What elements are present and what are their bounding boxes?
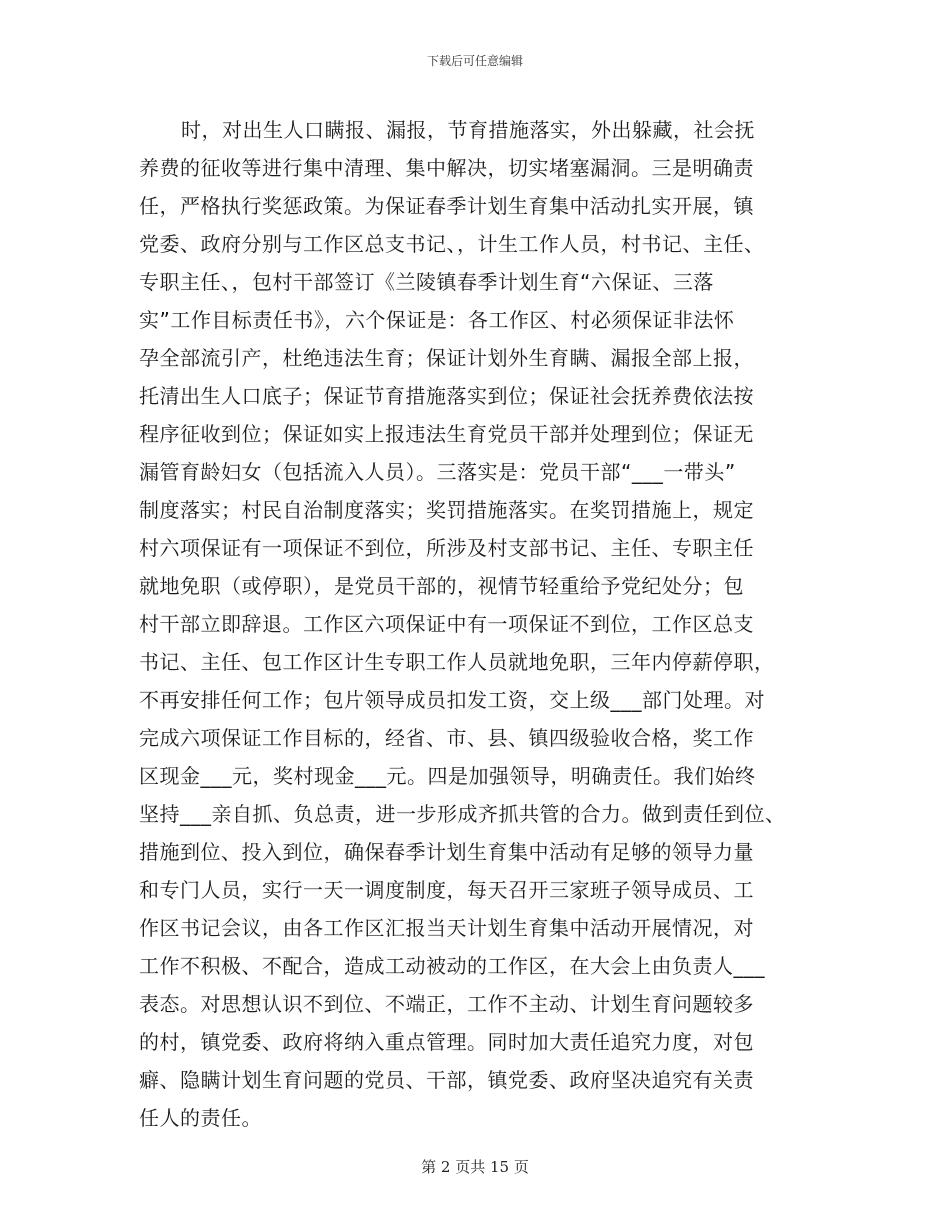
body-line: 任人的责任。 <box>139 1106 262 1130</box>
body-line: 养费的征收等进行集中清理、集中解决，切实堵塞漏洞。三是明确责 <box>139 156 754 180</box>
body-line: 区现金___元，奖村现金___元。四是加强领导，明确责任。我们始终 <box>139 764 756 788</box>
body-line: 时，对出生人口瞒报、漏报，节育措施落实，外出躲藏，社会抚 <box>181 118 755 142</box>
body-line: 实”工作目标责任书》，六个保证是：各工作区、村必须保证非法怀 <box>139 308 735 332</box>
page-header: 下载后可任意编辑 <box>426 54 523 68</box>
body-line: 托清出生人口底子；保证节育措施落实到位；保证社会抚养费依法按 <box>139 384 754 408</box>
body-line: 和专门人员，实行一天一调度制度，每天召开三家班子领导成员、工 <box>139 878 754 902</box>
document-body <box>139 111 829 1137</box>
body-line: 党委、政府分别与工作区总支书记、，计生工作人员，村书记、主任、 <box>139 232 765 256</box>
body-line: 工作不积极、不配合，造成工动被动的工作区，在大会上由负责人___ <box>139 954 765 978</box>
body-line: 村干部立即辞退。工作区六项保证中有一项保证不到位，工作区总支 <box>139 612 754 636</box>
body-line: 的村，镇党委、政府将纳入重点管理。同时加大责任追究力度，对包 <box>139 1030 754 1054</box>
body-line: 表态。对思想认识不到位、不端正，工作不主动、计划生育问题较多 <box>139 992 754 1016</box>
body-line: 就地免职（或停职），是党员干部的，视情节轻重给予党纪处分；包 <box>139 574 744 598</box>
body-line: 程序征收到位；保证如实上报违法生育党员干部并处理到位；保证无 <box>139 422 754 446</box>
body-line: 不再安排任何工作；包片领导成员扣发工资，交上级___部门处理。对 <box>139 688 765 712</box>
page-number-footer: 第 2 页共 15 页 <box>421 1158 529 1176</box>
body-line: 完成六项保证工作目标的，经省、市、县、镇四级验收合格，奖工作 <box>139 726 754 750</box>
body-line: 措施到位、投入到位，确保春季计划生育集中活动有足够的领导力量 <box>139 840 754 864</box>
body-line: 癖、隐瞒计划生育问题的党员、干部，镇党委、政府坚决追究有关责 <box>139 1068 754 1092</box>
body-line: 制度落实；村民自治制度落实；奖罚措施落实。在奖罚措施上，规定 <box>139 498 754 522</box>
body-line: 村六项保证有一项保证不到位，所涉及村支部书记、主任、专职主任 <box>139 536 754 560</box>
body-line: 漏管育龄妇女（包括流入人员）。三落实是：党员干部“___一带头” <box>139 460 736 484</box>
body-line: 坚持___亲自抓、负总责，进一步形成齐抓共管的合力。做到责任到位、 <box>139 802 786 826</box>
body-line: 作区书记会议，由各工作区汇报当天计划生育集中活动开展情况，对 <box>139 916 754 940</box>
body-line: 专职主任、，包村干部签订《兰陵镇春季计划生育“六保证、三落 <box>139 270 714 294</box>
body-line: 书记、主任、包工作区计生专职工作人员就地免职，三年内停薪停职， <box>139 650 775 674</box>
body-line: 孕全部流引产，杜绝违法生育；保证计划外生育瞒、漏报全部上报， <box>139 346 754 370</box>
body-line: 任，严格执行奖惩政策。为保证春季计划生育集中活动扎实开展，镇 <box>139 194 754 218</box>
